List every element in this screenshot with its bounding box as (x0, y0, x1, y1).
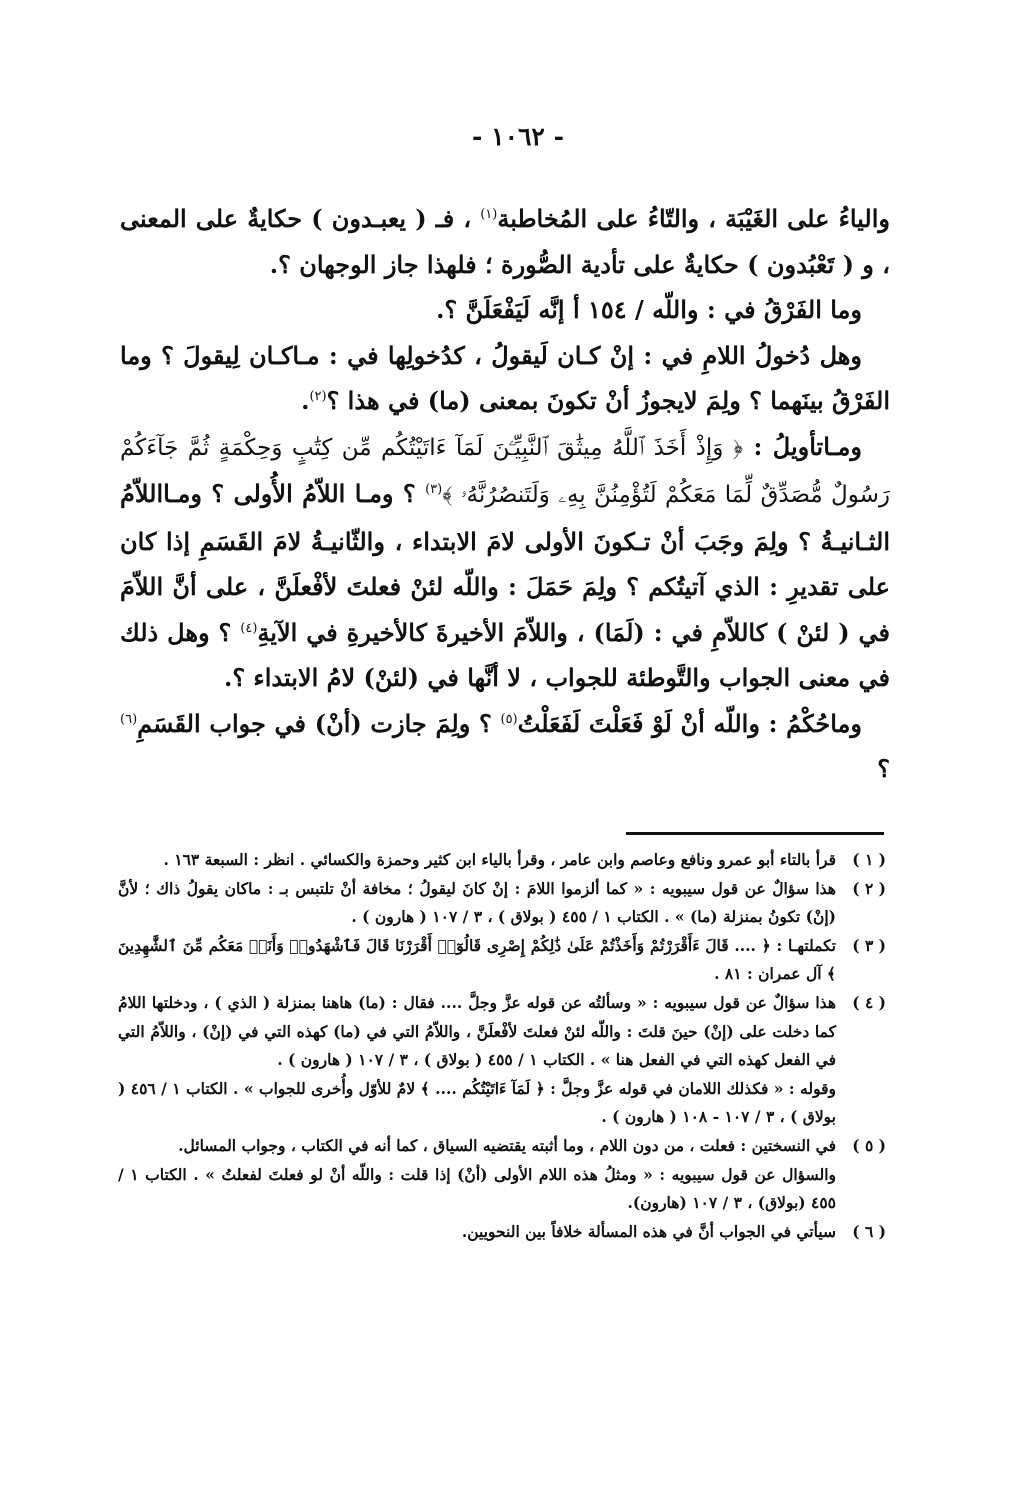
footnote-text: في النسختين : فعلت ، من دون اللام ، وما أثبته يقتضيه السياق ، كما أنه في الكتاب ، وجواب المسائل. (178, 1135, 836, 1155)
footnote-ref-5[interactable]: (٥) (500, 711, 518, 727)
paragraph-1-text-a: والياءُ على الغَيْبَة ، والتّاءُ على المُخاطبة (497, 204, 890, 233)
footnote-4 (118, 989, 888, 1132)
footnote-3 (118, 932, 888, 989)
footnote-ref-4[interactable]: (٤) (240, 620, 258, 636)
footnote-number: ( ٤ ) (852, 992, 886, 1012)
footnote-ref-1[interactable]: (١) (480, 207, 498, 222)
paragraph-4-text-a: ؟ ومـا اللاّمُ الأُولى ؟ ومـااللاّمُ الثـانيـةُ ؟ ولِمَ وجَبَ أنْ تـكونَ الأولى لامَ الابتداء ، والثّانيـةُ لامَ القَسَمِ إذا كان على تقديرِ : الذي آتيتُكم ؟ ولِمَ حَمَلَ : واللّه لئنْ فعلتَ لأفْعلَنَّ ، على أنَّ اللاّمَ في ( لئنْ ) كاللاّمِ في : (لَمَا) ، واللاّمَ الأخيرةَ كالأخيرةِ في الآيةِ (120, 479, 891, 647)
footnote-text: سيأتي في الجواب أنَّ في هذه المسألة خلافاً بين النحويين. (461, 1221, 836, 1241)
paragraph-1-text-b: ، فـ ( يعبـدون ) حكايةٌ على المعنى ، و ( تَعْبُدون ) حكايةٌ على تأدية الصُّورة ؛ فلهذا جاز الوجهان ؟. (120, 204, 890, 279)
footnote-separator (626, 832, 884, 835)
footnote-number: ( ٣ ) (852, 935, 886, 955)
footnote-number: ( ٦ ) (852, 1221, 886, 1241)
footnote-ref-3[interactable]: (٣) (425, 482, 443, 497)
paragraph-2 (120, 287, 890, 333)
page-number: - ١٠٦٢ - (472, 122, 564, 151)
footnote-number: ( ٢ ) (852, 878, 886, 898)
paragraph-5-text-c: ؟ (877, 754, 890, 783)
footnote-2 (118, 875, 888, 932)
footnote-ref-6[interactable]: (٦) (120, 711, 138, 727)
footnote-1 (118, 846, 888, 875)
quran-verse: ﴿ وَإِذْ أَخَذَ ٱللَّهُ مِيثَٰقَ ٱلنَّبِيِّـۧنَ لَمَآ ءَاتَيْتُكُم مِّن كِتَٰبٍ وَحِكْمَةٍ ثُمَّ جَآءَكُمْ رَسُولٌ مُّصَدِّقٌ لِّمَا مَعَكُمْ لَتُؤْمِنُنَّ بِهِۦ وَلَتَنصُرُنَّهُۥ ﴾ (120, 434, 890, 508)
footnote-text: هذا سؤالٌ عن قول سيبويه : « كما ألزموا اللامَ : إنْ كانَ ليقولُ ؛ مخافة أنْ تلتبس بـ : ماكان يقولُ ذاك ؛ لأنَّ (إنْ) تكونُ بمنزلة (ما) » . الكتاب ١ / ٤٥٥ ( بولاق ) ، ٣ / ١٠٧ ( هارون ) . (118, 878, 836, 927)
paragraph-3: وهل دُخولُ اللامِ في : إنْ كـان لَيقولُ ، كدُخولِها في : مـاكـان لِيقولَ ؟ وما الفَرْقُ بينَهما ؟ ولِمَ لايجوزُ أنْ تكونَ بمعنى (ما) في هذا ؟$^{(٢)}$. (120, 340, 890, 415)
main-text (120, 196, 890, 792)
paragraph-1 (120, 196, 890, 287)
paragraph-4 (120, 424, 890, 701)
paragraph-4-text-b: ؟ وهل ذلك في معنى الجواب والتَّوطئة للجواب ، لا أنَّها في (لئنْ) لامُ الابتداء ؟. (120, 617, 890, 692)
footnote-number: ( ٥ ) (852, 1135, 886, 1155)
paragraph-5-text-a: وماحُكْمُ : واللّه أنْ لَوْ فَعَلْتَ لَفَعَلْتُ (517, 708, 862, 738)
paragraph-2-text: وما الفَرْقُ في : واللّه / ١٥٤ أ إنَّه لَيَفْعَلَنَّ ؟. (436, 295, 862, 324)
footnote-ref-2[interactable]: (٢) (309, 389, 327, 404)
footnote-number: ( ١ ) (852, 850, 886, 869)
footnote-continuation: والسؤال عن قول سيبويه : « ومثلُ هذه اللام الأولى (أنْ) إذا قلت : واللّه أنْ لو فعلتَ لفعلتُ » . الكتاب ١ / ٤٥٥ (بولاق) ، ٣ / ١٠٧ (هارون). (118, 1164, 836, 1213)
paragraph-3-text: وهل دُخولُ اللامِ في : إنْ كـان لَيقولُ ، كدُخولِها في : مـاكـان لِيقولَ ؟ وما الفَرْقُ بينَهما ؟ ولِمَ لايجوزُ أنْ تكونَ بمعنى (ما) في هذا ؟ (120, 340, 890, 415)
footnote-text: تكملتهـا : ﴿ .... قَالَ ءَأَقْرَرْتُمْ وَأَخَذْتُمْ عَلَىٰ ذَٰلِكُمْ إِصْرِى قَالُوٓا۟ أَقْرَرْنَا قَالَ فَٱشْهَدُوا۟ وَأَنَا۠ مَعَكُم مِّنَ ٱلشَّٰهِدِينَ ﴾ آل عمران : ٨١ . (118, 935, 836, 984)
footnote-text: هذا سؤالٌ عن قول سيبويه : « وسألتُه عن قوله عزَّ وجلَّ .... فقال : (ما) هاهنا بمنزلة ( الذي ) ، ودخلتها اللامُ كما دخلت على (إنْ) حينَ قلتَ : واللّه لئنْ فعلتَ لأفْعلَنَّ ، واللاّمُ التي في (ما) كهذه التي في (إنْ) ، واللاّمُ التي في الفعل كهذه التي في الفعل هنا » . الكتاب ١ / ٤٥٥ ( بولاق ) ، ٣ / ١٠٧ ( هارون ) . (118, 992, 836, 1070)
paragraph-5 (120, 701, 890, 792)
footnotes (118, 846, 888, 1246)
footnote-continuation: وقوله : « فكذلك اللامان في قوله عزَّ وجلَّ : ﴿ لَمَآ ءَاتَيْتُكُم .... ﴾ لامٌ للأوّل وأُخرى للجواب » . الكتاب ١ / ٤٥٦ ( بولاق ) ، ٣ / ١٠٧ - ١٠٨ ( هارون ) . (118, 1078, 836, 1127)
footnote-5 (118, 1132, 888, 1218)
paragraph-4-intro: ومـاتأويلُ : (753, 431, 863, 461)
paragraph-5-text-b: ؟ ولِمَ جازت (أنْ) في جواب القَسَمِ (137, 708, 492, 738)
footnote-6 (118, 1218, 888, 1247)
footnote-text: قرأ بالتاء أبو عمرو ونافع وعاصم وابن عامر ، وقرأ بالياء ابن كثير وحمزة والكسائي . انظر : السبعة ١٦٣ . (163, 850, 836, 869)
